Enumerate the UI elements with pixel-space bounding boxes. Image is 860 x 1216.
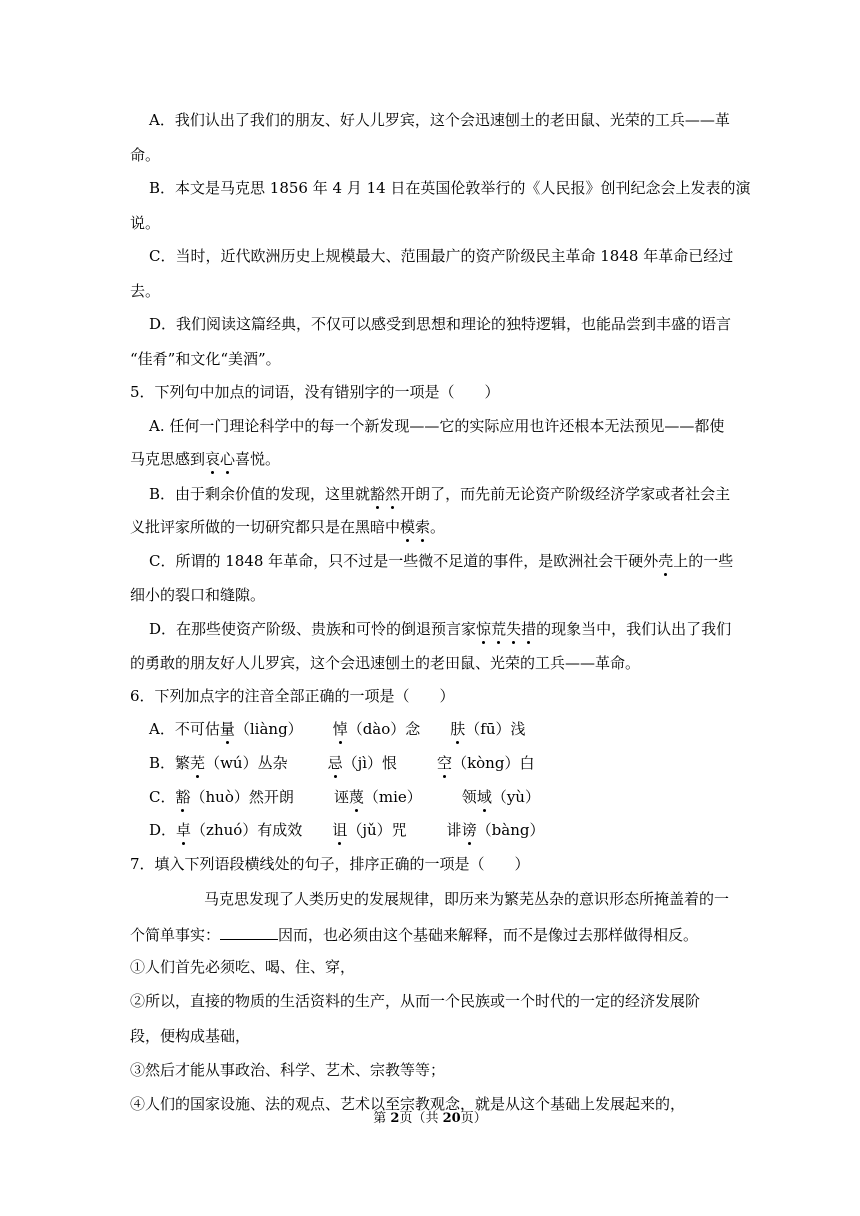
q7-item-2-line2: 段，便构成基础，	[130, 1027, 251, 1045]
dotted-char: 豁	[370, 485, 386, 503]
dotted-char: 谤	[461, 821, 477, 839]
question-5-stem: 5．下列句中加点的词语，没有错别字的一项是（ ）	[130, 383, 500, 401]
q6-option-a: A．不可估量（liàng） 悼（dào）念 肤（fū）浅	[149, 720, 526, 738]
dotted-char: 蔑	[348, 788, 364, 806]
q7-item-2-line1: ②所以，直接的物质的生活资料的生产，从而一个民族或一个时代的一定的经济发展阶	[130, 992, 701, 1010]
question-6-stem: 6．下列加点字的注音全部正确的一项是（ ）	[130, 687, 455, 705]
q5-option-a-line1: A. 任何一门理论科学中的每一个新发现——它的实际应用也许还根本无法预见——都使	[149, 417, 725, 435]
option-d-line1: D．我们阅读这篇经典，不仅可以感受到思想和理论的独特逻辑，也能品尝到丰盛的语言	[149, 315, 732, 333]
dotted-char: 荒	[491, 620, 507, 638]
q7-paragraph-line1: 马克思发现了人类历史的发展规律，即历来为繁芜丛杂的意识形态所掩盖着的一	[204, 890, 730, 908]
option-b-line2: 说。	[130, 214, 161, 232]
dotted-char: 量	[219, 720, 235, 738]
fill-in-blank	[220, 923, 278, 940]
page-footer: 第 2页（共 20页）	[373, 1111, 487, 1126]
dotted-char: 忌	[327, 754, 343, 772]
dotted-char: 措	[521, 620, 537, 638]
dotted-char: 索	[415, 518, 431, 536]
dotted-char: 惊	[476, 620, 492, 638]
dotted-char: 哀	[205, 450, 221, 468]
q5-option-d-line1: D．在那些使资产阶级、贵族和可怜的倒退预言家惊荒失措的现象当中，我们认出了我们	[149, 620, 732, 638]
q5-option-c-line2: 细小的裂口和缝隙。	[130, 586, 266, 604]
option-d-line2: “佳肴”和文化“美酒”。	[130, 350, 281, 368]
q7-item-4: ④人们的国家设施、法的观点、艺术以至宗教观念，就是从这个基础上发展起来的，	[130, 1095, 686, 1113]
q5-option-a-line2: 马克思感到哀心喜悦。	[130, 450, 281, 468]
dotted-char: 壳	[658, 552, 674, 570]
dotted-char: 空	[437, 754, 453, 772]
q6-option-c: C．豁（huò）然开朗 诬蔑（mie） 领域（yù）	[149, 788, 540, 806]
dotted-char: 然	[385, 485, 401, 503]
total-pages: 20	[442, 1111, 461, 1126]
page-number: 2	[390, 1111, 400, 1126]
question-7-stem: 7．填入下列语段横线处的句子，排序正确的一项是（ ）	[130, 855, 530, 873]
dotted-char: 豁	[175, 788, 191, 806]
option-a-line1: A．我们认出了我们的朋友、好人儿罗宾，这个会迅速刨土的老田鼠、光荣的工兵——革	[149, 111, 730, 129]
q6-option-b: B．繁芜（wú）丛杂 忌（jì）恨 空（kòng）白	[149, 754, 535, 772]
dotted-char: 肤	[450, 720, 466, 738]
q6-option-d: D．卓（zhuó）有成效 诅（jǔ）咒 诽谤（bàng）	[149, 821, 545, 839]
dotted-char: 心	[220, 450, 236, 468]
option-c-line2: 去。	[130, 282, 161, 300]
option-a-line2: 命。	[130, 146, 161, 164]
q5-option-c-line1: C．所谓的 1848 年革命，只不过是一些微不足道的事件，是欧洲社会干硬外壳上的一些	[149, 552, 734, 570]
q5-option-d-line2: 的勇敢的朋友好人儿罗宾，这个会迅速刨土的老田鼠、光荣的工兵——革命。	[130, 654, 641, 672]
dotted-char: 模	[400, 518, 416, 536]
q5-option-b-line1: B．由于剩余价值的发现，这里就豁然开朗了，而先前无论资产阶级经济学家或者社会主	[149, 485, 731, 503]
dotted-char: 失	[506, 620, 522, 638]
q7-paragraph-line2: 个简单事实： 因而，也必须由这个基础来解释，而不是像过去那样做得相反。	[130, 923, 698, 943]
dotted-char: 芜	[190, 754, 206, 772]
q7-item-1: ①人们首先必须吃、喝、住、穿，	[130, 958, 356, 976]
option-b-line1: B．本文是马克思 1856 年 4 月 14 日在英国伦敦举行的《人民报》创刊纪念会上发表的演	[149, 179, 751, 197]
dotted-char: 域	[476, 788, 492, 806]
dotted-char: 卓	[176, 821, 192, 839]
dotted-char: 悼	[332, 720, 348, 738]
q5-option-b-line2: 义批评家所做的一切研究都只是在黑暗中模索。	[130, 518, 446, 536]
q7-item-3: ③然后才能从事政治、科学、艺术、宗教等等；	[130, 1061, 446, 1079]
dotted-char: 诅	[332, 821, 348, 839]
option-c-line1: C．当时，近代欧洲历史上规模最大、范围最广的资产阶级民主革命 1848 年革命已经过	[149, 247, 734, 265]
